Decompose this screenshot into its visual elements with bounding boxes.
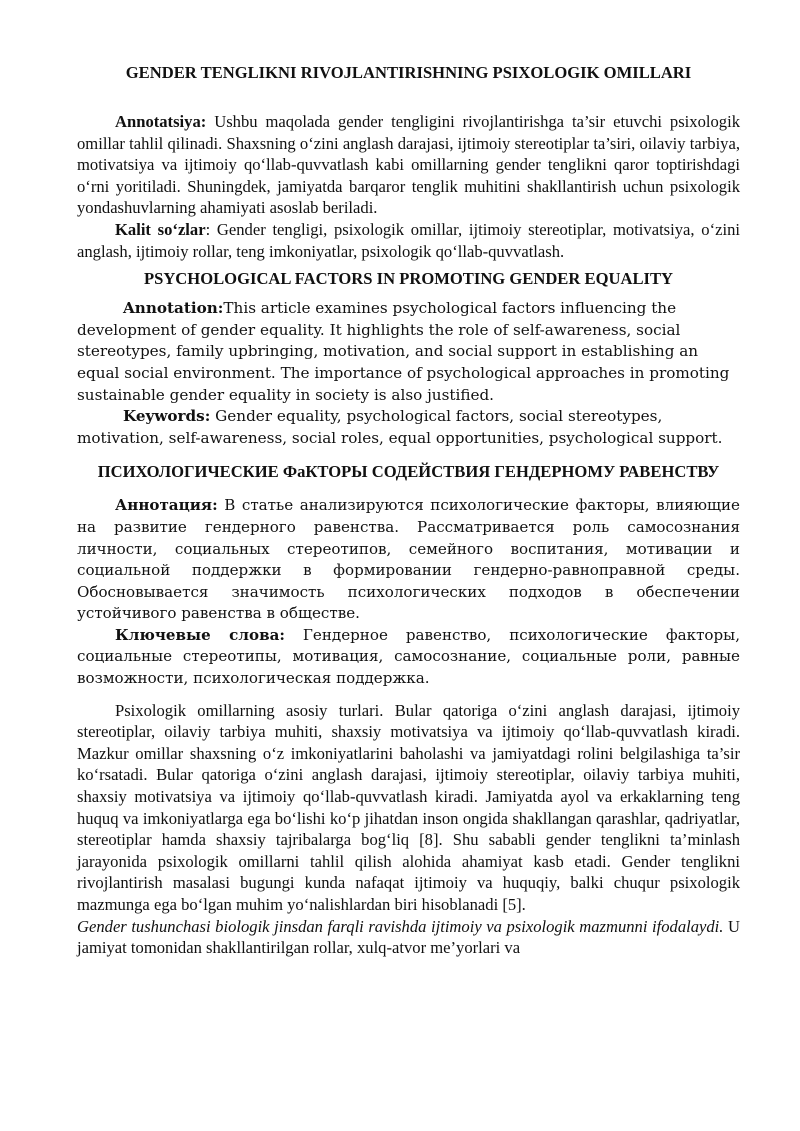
ru-keywords xyxy=(77,625,740,690)
uz-title: GENDER TENGLIKNI RIVOJLANTIRISHNING PSIXOLOGIK OMILLARI xyxy=(125,63,692,82)
uz-annotation xyxy=(77,111,740,219)
en-annotation-label: Annotation: xyxy=(123,299,224,318)
uz-annotation-text: Ushbu maqolada gender tengligini rivojlantirishga ta’sir etuvchi psixologik omillar tahlil qilinadi. Shaxsning o‘zini anglash darajasi, ijtimoiy stereotiplar ta’siri, oilaviy tarbiya, motivatsiya va ijtimoiy qo‘llab-quvvatlash kabi omillarning gender tenglikni qaror toptirishdagi o‘rni yoritiladi. Shuningdek, jamiyatda barqaror tenglik muhitini shakllantirish uchun psixologik yondashuvlarning ahamiyati asoslab beriladi. xyxy=(77,112,740,218)
en-title: PSYCHOLOGICAL FACTORS IN PROMOTING GENDER EQUALITY xyxy=(143,269,674,289)
uz-keywords-text: : Gender tengligi, psixologik omillar, ijtimoiy stereotiplar, motivatsiya, o‘zini anglash, ijtimoiy rollar, teng imkoniyatlar, psixologik qo‘llab-quvvatlash. xyxy=(77,219,740,261)
ru-annotation-text: В статье анализируются психологические факторы, влияющие на развитие гендерного равенства. Рассматривается роль самосознания личности, социальных стереотипов, семейного воспитания, мотивации и социальной поддержки в формировании гендерно-равноправной среды. Обосновывается значимость психологических подходов в обеспечении устойчивого равенства в обществе. xyxy=(77,496,740,623)
uz-keywords xyxy=(77,219,740,262)
uz-annotation-label: Annotatsiya: xyxy=(115,112,207,131)
ru-keywords-text: Гендерное равенство, психологические факторы, социальные стереотипы, мотивация, самосознание, социальные роли, равные возможности, психологическая поддержка. xyxy=(77,625,740,688)
body-paragraph-1: Psixologik omillarning asosiy turlari. Bular qatoriga o‘zini anglash darajasi, ijtimoiy stereotiplar, oilaviy tarbiya muhiti, shaxsiy motivatsiya va ijtimoiy qo‘llab-quvvatlash kiradi. Mazkur omillar shaxsning o‘z imkoniyatlarini baholashi va jamiyatdagi rolini belgilashiga ta’sir ko‘rsatadi. Bular qatoriga o‘zini anglash darajasi, ijtimoiy stereotiplar, oilaviy tarbiya muhiti, shaxsiy motivatsiya va ijtimoiy qo‘llab-quvvatlash kiradi. Jamiyatda ayol va erkaklarning teng huquq va imkoniyatlarga ega bo‘lishi ko‘p jihatdan inson ongida shakllangan qarashlar, qadriyatlar, stereotiplar hamda shaxsiy tajribalarga bog‘liq [8]. Shu sababli gender tenglikni ta’minlash jarayonida psixologik omillarni tahlil qilish alohida ahamiyat kasb etadi. Gender tenglikni rivojlantirish masalasi bugungi kunda nafaqat ijtimoiy va huquqiy, balki chuqur psixologik mazmunga ega bo‘lgan muhim yo‘nalishlardan biri hisoblanadi [5]. xyxy=(77,700,740,914)
body-paragraph-2 xyxy=(77,916,740,959)
uz-keywords-label: Kalit so‘zlar xyxy=(115,219,206,239)
en-annotation xyxy=(77,298,740,406)
en-keywords-label: Keywords: xyxy=(123,407,211,426)
ru-annotation xyxy=(77,495,740,625)
ru-title: ПСИХОЛОГИЧЕСКИЕ ФаКТОРЫ СОДЕЙСТВИЯ ГЕНДЕРНОМУ РАВЕНСТВУ xyxy=(97,462,720,482)
en-keywords-text: Gender equality, psychological factors, social stereotypes, motivation, self-awareness, social roles, equal opportunities, psychological support. xyxy=(77,407,723,447)
ru-keywords-label: Ключевые слова: xyxy=(115,625,285,644)
en-keywords xyxy=(77,406,740,449)
ru-annotation-label: Аннотация: xyxy=(115,496,218,515)
body-paragraph-2-italic: Gender tushunchasi biologik jinsdan farqli ravishda ijtimoiy va psixologik mazmunni ifodalaydi. xyxy=(77,916,724,936)
body-paragraph-2-rest: U jamiyat tomonidan shakllantirilgan rollar, xulq-atvor me’yorlari va xyxy=(77,916,740,958)
en-annotation-text: This article examines psychological factors influencing the development of gender equality. It highlights the role of self-awareness, social stereotypes, family upbringing, motivation, and social support in establishing an equal social environment. The importance of psychological approaches in promoting sustainable gender equality in society is also justified. xyxy=(77,299,730,404)
